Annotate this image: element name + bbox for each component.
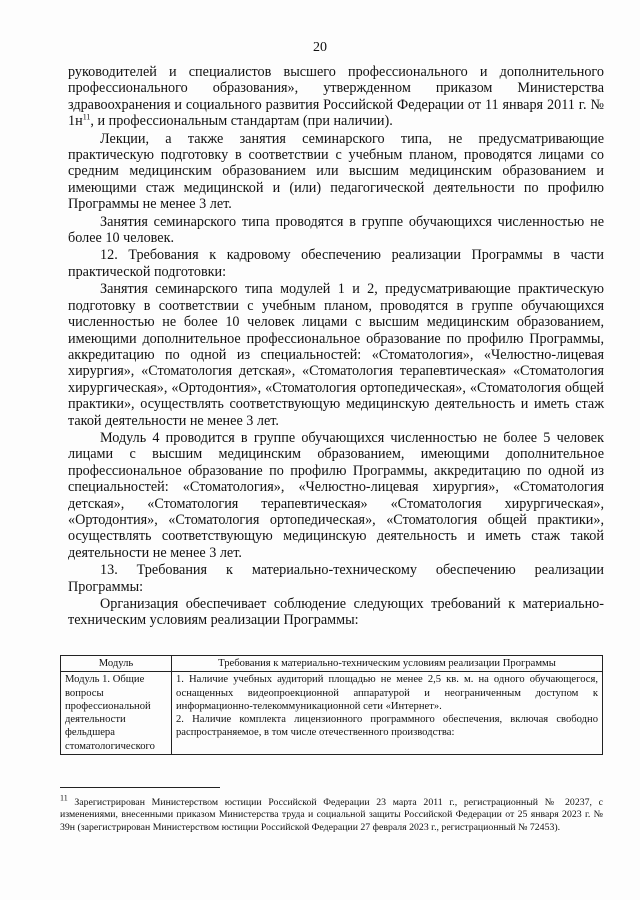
footnote-text: Зарегистрирован Министерством юстиции Российской Федерации 23 марта 2011 г., регистрационный № 20237, с изменениями, внесенными приказом Министерства труда и социальной защиты Российской Федерации от 25 января 2023 г. № 39н (зарегистрирован Министерством юстиции Российской Федерации 27 февраля 2023 г., регистрационный № 72453). <box>60 797 603 833</box>
paragraph-modules-1-2: Занятия семинарского типа модулей 1 и 2, предусматривающие практическую подготовку в соответствии с учебным планом, проводятся в группе обучающихся численностью не более 10 человек лицами с высшим медицинским образованием, имеющими дополнительное профессиональное образование по профилю Программы, аккредитацию по одной из специальностей: «Стоматология», «Челюстно-лицевая хирургия», «Стоматология детская», «Стоматология терапевтическая» «Стоматология хирургическая», «Ортодонтия», «Стоматология ортопедическая», «Стоматология общей практики», осуществлять соответствующую медицинскую деятельность и иметь стаж такой деятельности не менее 3 лет. <box>68 281 604 429</box>
paragraph-text-tail: , и профессиональным стандартам (при наличии). <box>90 113 393 130</box>
table-header-row <box>61 656 603 672</box>
footnote-ref: 11 <box>82 112 91 122</box>
paragraph-section-13: 13. Требования к материально-техническому обеспечению реализации Программы: <box>68 562 604 595</box>
paragraph-text: руководителей и специалистов высшего профессионального и дополнительного профессионального образования», утвержденном приказом Министерства здравоохранения и социального развития Российской Федерации от 11 января 2011 г. № 1н <box>68 64 604 130</box>
header-module: Модуль <box>61 656 172 672</box>
requirements-table <box>60 655 603 755</box>
footnote <box>60 793 603 834</box>
main-text <box>68 64 604 630</box>
paragraph-section-12: 12. Требования к кадровому обеспечению реализации Программы в части практической подготовки: <box>68 247 604 280</box>
cell-module: Модуль 1. Общие вопросы профессиональной деятельности фельдшера стоматологического <box>61 672 172 755</box>
requirement-item: 1. Наличие учебных аудиторий площадью не менее 2,5 кв. м. на одного обучающегося, оснащенных видеопроекционной аппаратурой и неограниченным доступом к информационно-телекоммуникационной сети «Интернет». <box>176 674 598 712</box>
paragraph-seminar-group-size: Занятия семинарского типа проводятся в группе обучающихся численностью не более 10 человек. <box>68 213 604 247</box>
cell-requirements <box>172 672 603 755</box>
footnote-number: 11 <box>60 793 68 803</box>
footnote-separator <box>60 787 220 788</box>
paragraph-lectures: Лекции, а также занятия семинарского типа, не предусматривающие практическую подготовку в соответствии с учебным планом, проводятся лицами со средним медицинским образованием или высшим медицинским образованием и имеющими стаж медицинской и (или) педагогической деятельности по профилю Программы не менее 3 лет. <box>68 130 604 213</box>
requirement-item: 2. Наличие комплекта лицензионного программного обеспечения, включая свободно распространяемое, в том числе отечественного производства: <box>176 714 598 739</box>
paragraph-module-4: Модуль 4 проводится в группе обучающихся численностью не более 5 человек лицами с высшим медицинским образованием, имеющими дополнительное профессиональное образование по профилю Программы, аккредитацию по одной из специальностей: «Стоматология», «Челюстно-лицевая хирургия», «Стоматология детская», «Стоматология терапевтическая» «Стоматология хирургическая», «Ортодонтия», «Стоматология ортопедическая», «Стоматология общей практики», осуществлять соответствующую медицинскую деятельность и иметь стаж такой деятельности не менее 3 лет. <box>68 429 604 561</box>
paragraph-organization: Организация обеспечивает соблюдение следующих требований к материально-техническим условиям реализации Программы: <box>68 596 604 629</box>
paragraph-continuation <box>68 64 604 130</box>
header-requirements: Требования к материально-техническим условиям реализации Программы <box>172 656 603 672</box>
table-row <box>61 672 603 755</box>
page-number: 20 <box>313 40 327 55</box>
